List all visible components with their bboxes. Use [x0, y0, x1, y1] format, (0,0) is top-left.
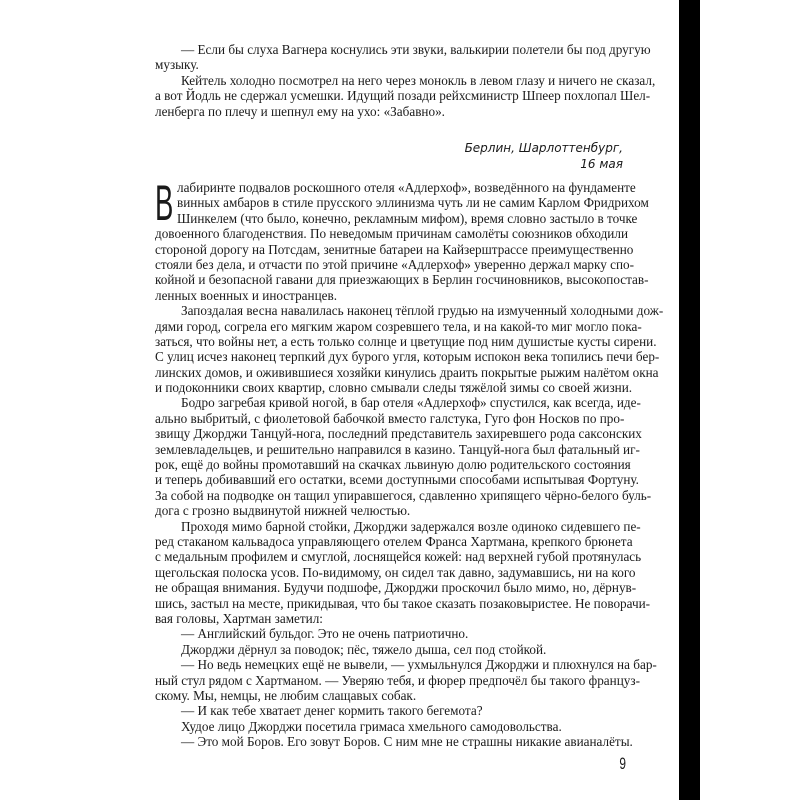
text-line: ленберга по плечу и шепнул ему на ухо: «Забавно». [155, 103, 445, 119]
text-line: шись, застыл на месте, прикидывая, что бы такое сказать позаковыристее. Не поворачи- [155, 595, 651, 611]
paragraph [155, 395, 652, 519]
text-line: и подоконники своих квартир, словно смывали следы тяжёлой зимы со своей жизни. [155, 380, 633, 396]
text-line: землевладельцев, и решительно направился в казино. Танцуй-нога был фатальный иг- [155, 441, 640, 457]
text-line: не обращая внимания. Будучи подшофе, Джорджи проскочил было мимо, но, дёрнув- [155, 580, 637, 596]
text-line: звищу Джорджи Танцуй-нога, последний представитель захиревшего рода саксонских [155, 426, 642, 442]
text-line: Кейтель холодно посмотрел на него через монокль в левом глазу и ничего не сказал, [181, 72, 656, 88]
text-line: скому. Мы, немцы, не любим слащавых собак. [155, 687, 417, 703]
drop-cap: В [155, 175, 174, 231]
text-line: винных амбаров в стиле прусского эллинизма чуть ли не самим Карлом Фридрихом [177, 195, 649, 211]
paragraph [155, 42, 651, 73]
text-line: ный стул рядом с Хартманом. — Уверяю тебя, и фюрер предпочёл бы такого француз- [155, 672, 640, 688]
text-line: Шинкелем (что было, конечно, рекламным мифом), время словно застыло в точке [177, 210, 638, 226]
text-line: — Это мой Боров. Его зовут Боров. С ним мне не страшны никакие авианалёты. [181, 734, 633, 750]
text-line: с медальным профилем и смуглой, лоснящейся кожей: над верхней губой протянулась [155, 549, 642, 565]
paragraph [155, 626, 623, 641]
text-line: Худое лицо Джорджи посетила гримаса хмельного самодовольства. [181, 718, 562, 734]
text-line: стояли без дела, и отчасти по этой причине «Адлерхоф» уверенно держал марку спо- [155, 256, 635, 272]
paragraph [155, 734, 633, 750]
text-line: и теперь добивавший его остатки, всеми доступными способами испытывая Фортуну. [155, 472, 639, 488]
text-line: лабиринте подвалов роскошного отеля «Адлерхоф», возведённого на фундаменте [177, 180, 636, 195]
scene-heading-date: 16 мая [580, 157, 623, 171]
body-text-block [155, 175, 664, 750]
text-line: За собой на подводке он тащил упиравшегося, сдавленно хрипящего чёрно-белого буль- [155, 487, 652, 503]
text-line: рок, ещё до войны промотавший на скачках львиную долю родительского состояния [155, 457, 631, 473]
paragraph [155, 703, 623, 718]
scan-edge-bar [679, 0, 700, 800]
text-line: довоенного благоденствия. По неведомым причинам самолёты союзников обходили [155, 226, 628, 242]
page-number: 9 [619, 754, 627, 773]
top-text-block [155, 42, 656, 119]
text-line: — Но ведь немецких ещё не вывели, — ухмыльнулся Джорджи и плюхнулся на бар- [181, 657, 657, 673]
paragraph [155, 303, 664, 396]
text-line: стороной дорогу на Потсдам, зенитные батареи на Кайзерштрассе преимущественно [155, 241, 634, 257]
text-line: дями город, согрела его мягким жаром созревшего тела, и на какой-то миг могло пока- [155, 318, 642, 334]
text-line: койной и безопасной гавани для приезжающих в Берлин госчиновников, высокопостав- [155, 272, 649, 288]
text-line: Запоздалая весна навалилась наконец тёплой грудью на измученный холодными дож- [181, 303, 664, 319]
paragraph [155, 719, 623, 734]
text-line: — И как тебе хватает денег кормить такого бегемота? [181, 703, 483, 719]
paragraph [155, 657, 657, 703]
text-line: заться, что войны нет, а есть только солнце и цветущие под ним душистые кусты сирени. [155, 333, 657, 349]
text-line: музыку. [155, 57, 199, 73]
text-line: линских домов, и оживившиеся хозяйки кинулись драить покрытые рыжим налётом окна [155, 364, 659, 380]
text-line: щегольская полоска усов. По-видимому, он сидел так давно, задумавшись, ни на кого [155, 564, 636, 580]
text-line: Джорджи дёрнул за поводок; пёс, тяжело дыша, сел под стойкой. [181, 641, 547, 657]
scene-heading [465, 140, 623, 172]
text-line: ально выбритый, с фиолетовой бабочкой вместо галстука, Гуго фон Носков по про- [155, 410, 625, 426]
text-line: ред стаканом кальвадоса управляющего отелем Франса Хартмана, крепкого брюнета [155, 533, 633, 549]
text-line: дога с грозно выдвинутой нижней челюстью. [155, 503, 411, 519]
paragraph [155, 175, 649, 303]
paragraph [155, 518, 651, 627]
text-line: — Если бы слуха Вагнера коснулись эти звуки, валькирии полетели бы под другую [181, 42, 651, 57]
text-line: — Английский бульдог. Это не очень патриотично. [181, 626, 469, 642]
text-line: ленных военных и иностранцев. [155, 287, 338, 303]
text-line: Бодро загребая кривой ногой, в бар отеля «Адлерхоф» спустился, как всегда, иде- [181, 395, 641, 411]
text-line: а вот Йодль не сдержал усмешки. Идущий позади рейхсминистр Шпеер похлопал Шел- [155, 88, 651, 104]
text-line: С улиц исчез наконец терпкий дух бурого угля, которым испокон века топились печи бер- [155, 349, 660, 365]
paragraph [155, 642, 623, 657]
scene-heading-place: Берлин, Шарлоттенбург, [464, 141, 623, 155]
text-line: Проходя мимо барной стойки, Джорджи задержался возле одиноко сидевшего пе- [181, 518, 641, 534]
paragraph [155, 72, 656, 119]
text-line: вая головы, Хартман заметил: [155, 610, 323, 626]
